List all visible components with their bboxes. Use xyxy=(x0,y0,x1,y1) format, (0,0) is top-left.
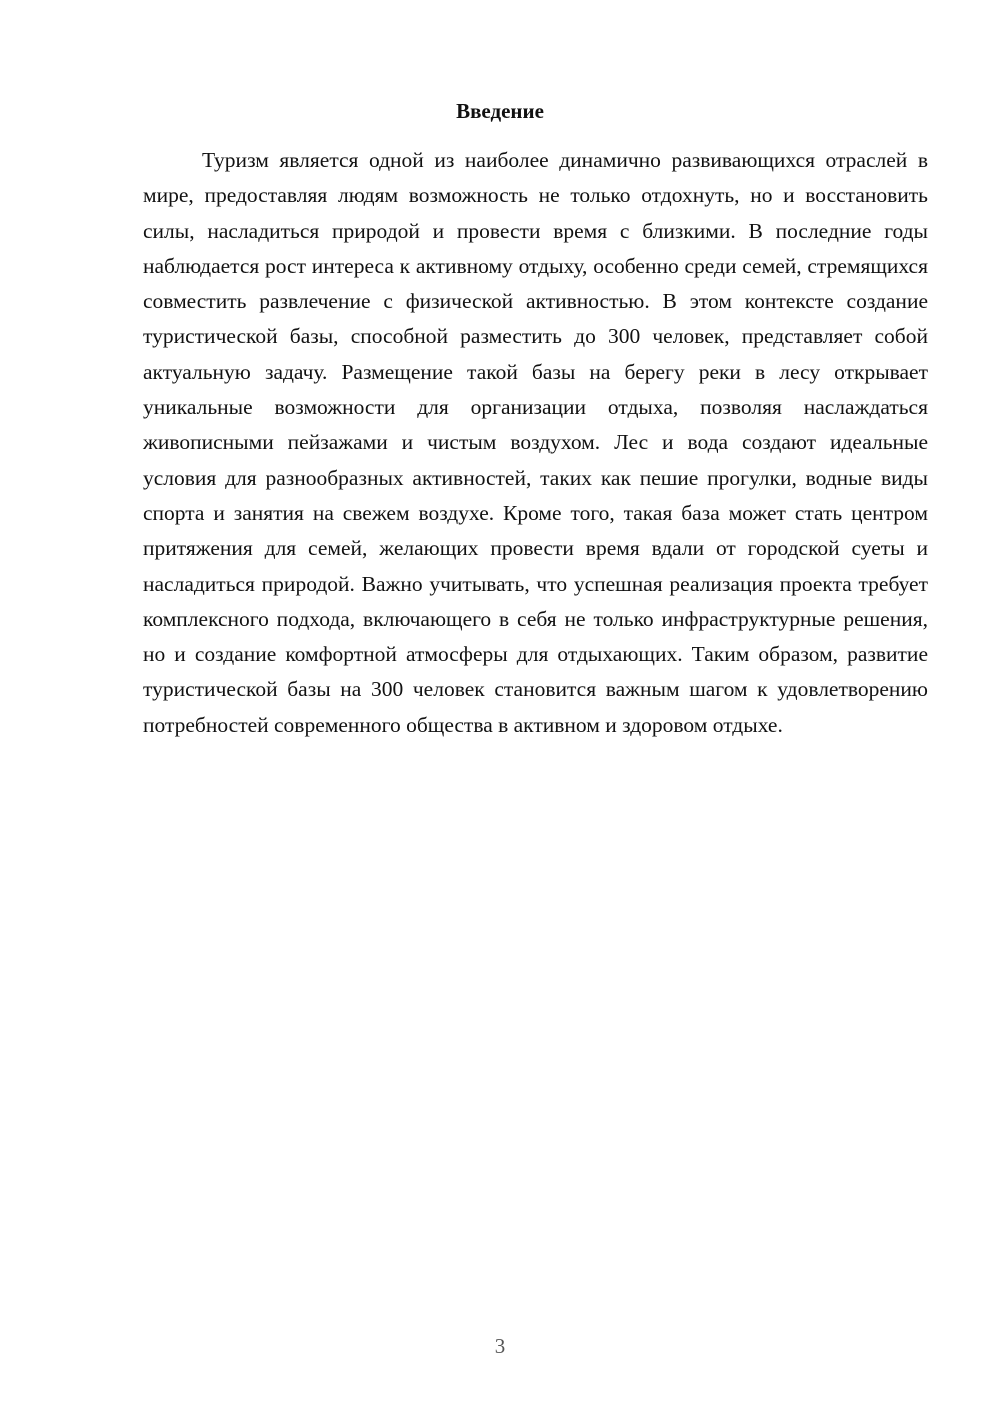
page-title: Введение xyxy=(456,99,544,123)
body-paragraph: Туризм является одной из наиболее динамично развивающихся отраслей в мире, предоставляя людям возможность не только отдохнуть, но и восстановить силы, насладиться природой и провести время с близкими. В последние годы наблюдается рост интереса к активному отдыху, особенно среди семей, стремящихся совместить развлечение с физической активностью. В этом контексте создание туристической базы, способной разместить до 300 человек, представляет собой актуальную задачу. Размещение такой базы на берегу реки в лесу открывает уникальные возможности для организации отдыха, позволяя наслаждаться живописными пейзажами и чистым воздухом. Лес и вода создают идеальные условия для разнообразных активностей, таких как пешие прогулки, водные виды спорта и занятия на свежем воздухе. Кроме того, такая база может стать центром притяжения для семей, желающих провести время вдали от городской суеты и насладиться природой. Важно учитывать, что успешная реализация проекта требует комплексного подхода, включающего в себя не только инфраструктурные решения, но и создание комфортной атмосферы для отдыхающих. Таким образом, развитие туристической базы на 300 человек становится важным шагом к удовлетворению потребностей современного общества в активном и здоровом отдыхе. xyxy=(143,148,928,737)
page-number: 3 xyxy=(494,1334,506,1358)
